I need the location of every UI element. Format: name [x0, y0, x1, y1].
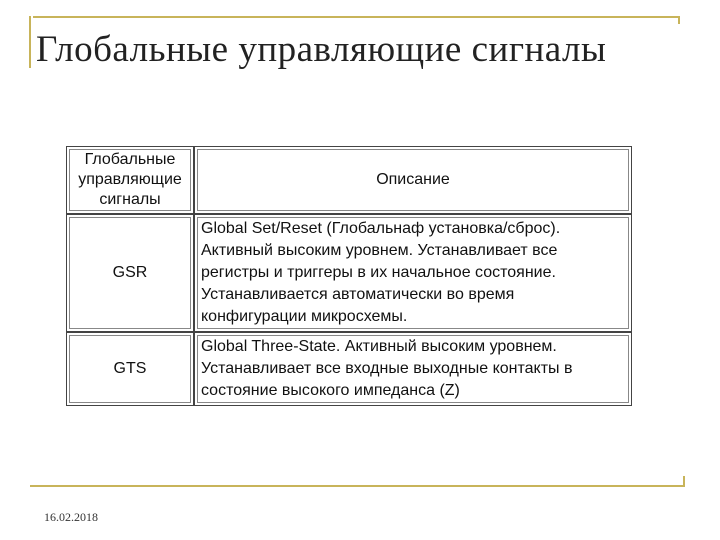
table-row	[66, 332, 632, 406]
description-line: конфигурации микросхемы.	[201, 308, 408, 325]
frame-left-line	[29, 16, 31, 68]
description-line: Активный высоким уровнем. Устанавливает все	[201, 242, 558, 259]
slide-title: Глобальные управляющие сигналы	[36, 29, 607, 70]
description-line: Global Three-State. Активный высоким уровнем.	[201, 338, 557, 355]
frame-top-line	[33, 16, 680, 18]
header-cell-description	[194, 146, 632, 214]
header-cell-signals	[66, 146, 194, 214]
header-description-label: Описание	[376, 171, 450, 188]
header-line: Глобальные	[84, 151, 176, 168]
table-row	[66, 214, 632, 332]
description-line: регистры и триггеры в их начальное состояние.	[201, 264, 556, 281]
signals-table	[66, 146, 632, 406]
table-header-row	[66, 146, 632, 214]
signal-name-cell	[66, 332, 194, 406]
slide-date: 16.02.2018	[44, 510, 98, 524]
signal-description-cell	[194, 332, 632, 406]
description-line: Устанавливает все входные выходные контакты в	[201, 360, 573, 377]
description-line: Global Set/Reset (Глобальнаф установка/сброс).	[201, 220, 561, 237]
frame-top-cap	[678, 16, 680, 24]
signal-name: GTS	[113, 360, 147, 377]
signal-name-cell	[66, 214, 194, 332]
frame-bottom-line	[30, 485, 685, 487]
header-line: сигналы	[99, 191, 161, 208]
frame-bottom-cap	[683, 476, 685, 486]
description-line: состояние высокого импеданса (Z)	[201, 382, 460, 399]
header-line: управляющие	[78, 171, 182, 188]
description-line: Устанавливается автоматически во время	[201, 286, 515, 303]
signal-name: GSR	[112, 264, 148, 281]
signal-description-cell	[194, 214, 632, 332]
